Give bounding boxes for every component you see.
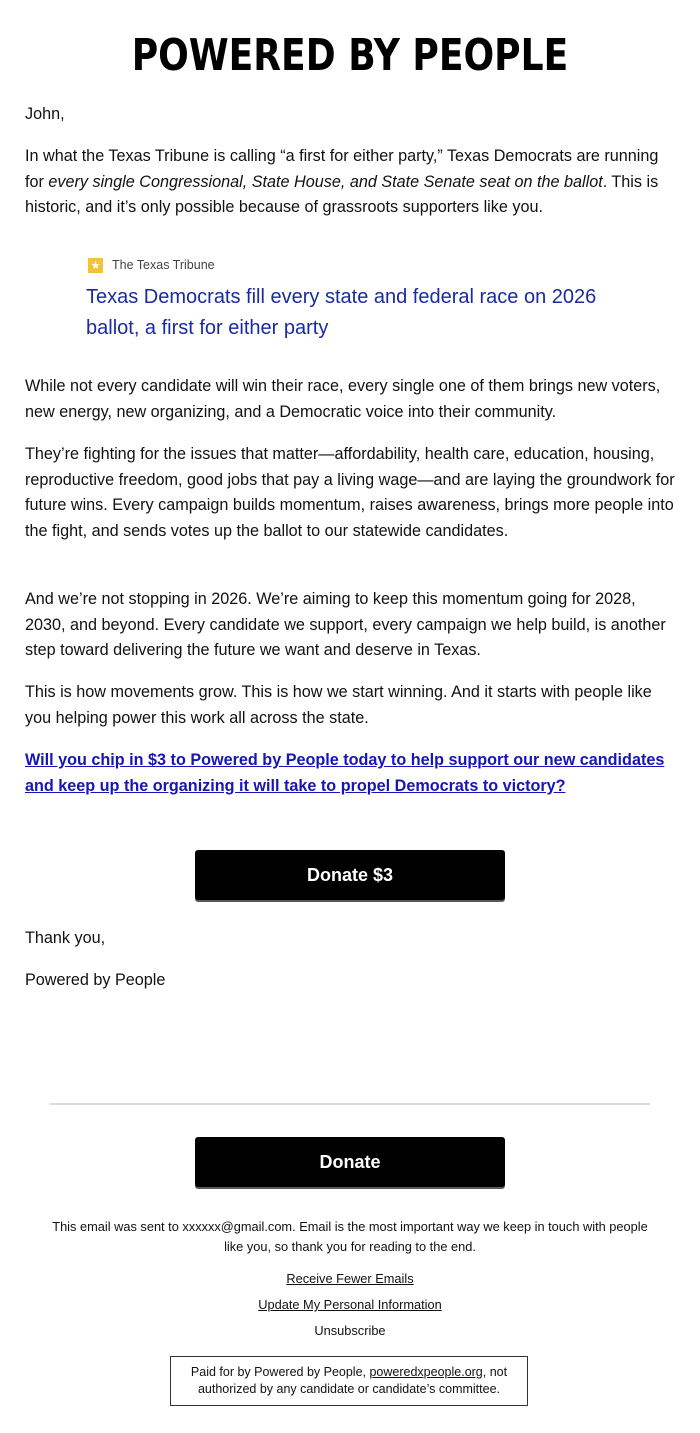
paragraph-movements: This is how movements grow. This is how we start winning. And it starts with people like you helping power this work all across the state. [25,683,652,727]
divider [50,1103,650,1105]
website-link[interactable]: poweredxpeople.org [369,1365,483,1379]
donate-ask-link[interactable]: Will you chip in $3 to Powered by People today to help support our new candidates and keep up the organizing it will take to propel Democrats to victory? [25,751,665,795]
news-headline[interactable]: Texas Democrats fill every state and federal race on 2026 ballot, a first for either party [86,286,597,339]
paragraph-candidates: While not every candidate will win their race, every single one of them brings new voters, new energy, new organizing, and a Democratic voice into their community. [25,377,661,421]
paid-for-text-a: Paid for by Powered by People, [190,1365,370,1379]
paragraph-intro [25,144,677,221]
intro-emphasis: every single Congressional, State House, and State Senate seat on the ballot [48,172,603,191]
paid-for-text [181,1364,517,1398]
donate-button[interactable]: Donate [195,1137,505,1187]
paid-for-text-b: , not authorized by any candidate or candidate’s committee. [197,1365,508,1396]
update-info-link[interactable]: Update My Personal Information [258,1297,442,1312]
receive-fewer-emails-link[interactable]: Receive Fewer Emails [286,1271,414,1286]
unsubscribe-link[interactable]: Unsubscribe [314,1323,386,1338]
news-source-label: The Texas Tribune [112,258,215,272]
salutation: John, [25,105,65,123]
footer-note: This email was sent to xxxxxx@gmail.com. Email is the most important way we keep in touch with people like you, so thank you for reading to the end. [52,1219,648,1254]
paragraph-issues: They’re fighting for the issues that matter—affordability, health care, education, housing, reproductive freedom, good jobs that pay a living wage—and are laying the groundwork for future wins. Every campaign builds momentum, raises awareness, brings more people into the fight, and sends votes up the ballot to our statewide candidates. [25,445,675,541]
paid-for-disclaimer [170,1356,528,1406]
paragraph-momentum: And we’re not stopping in 2026. We’re aiming to keep this momentum going for 2028, 2030, and beyond. Every candidate we support, every campaign we help build, is another step toward delivering the future we want and deserve in Texas. [25,590,666,660]
donate-3-button[interactable]: Donate $3 [195,850,505,900]
news-source [86,254,646,276]
logo-wordmark: POWERED BY PEOPLE [131,30,569,81]
intro-text-a: In what the Texas Tribune is calling “a first for either party,” Texas Democrats are running for [25,147,659,191]
star-icon: ★ [88,258,103,273]
intro-text-b: . This is historic, and it’s only possible because of grassroots supporters like you. [25,172,659,217]
signature: Powered by People [25,971,166,989]
closing-thanks: Thank you, [25,929,106,947]
news-card[interactable] [86,254,646,344]
